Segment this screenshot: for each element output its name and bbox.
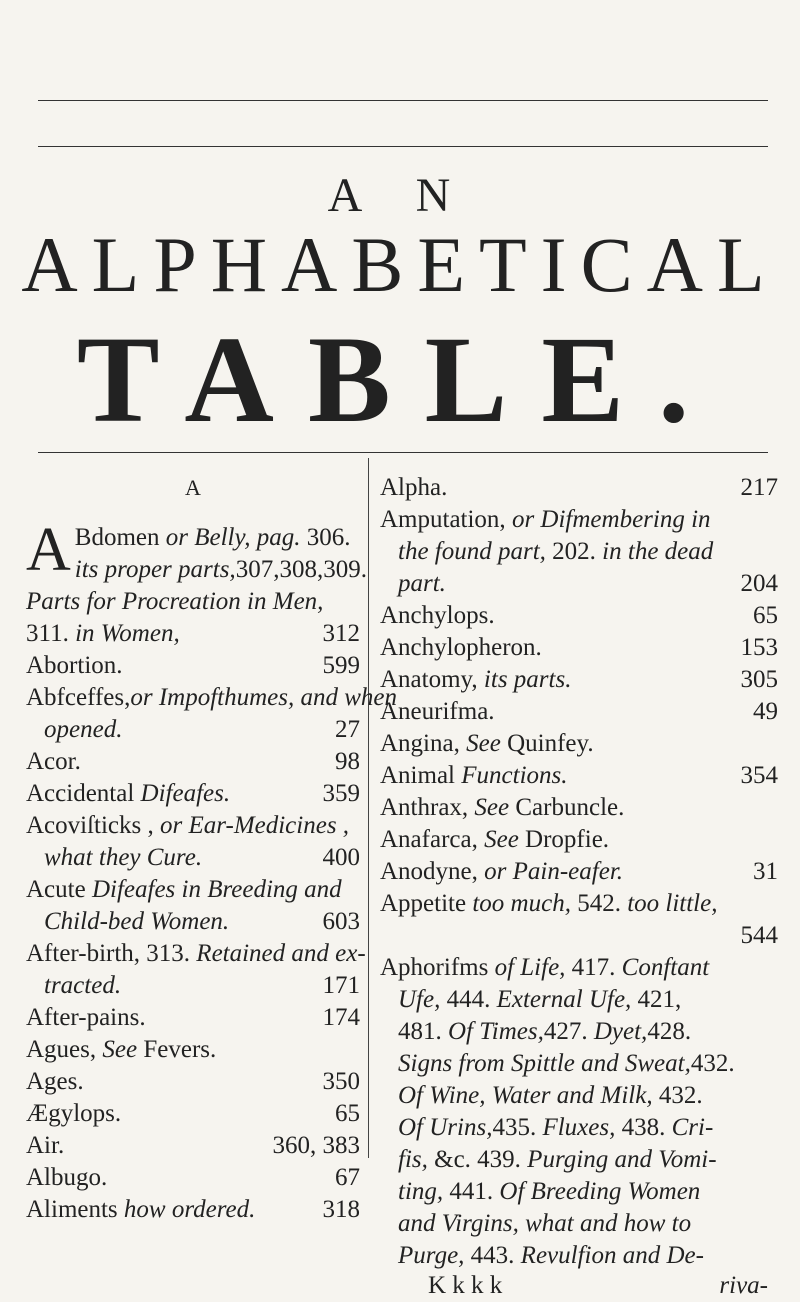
entry-line [26, 938, 366, 970]
entry-line [26, 810, 360, 842]
entry-text: Signs from Spittle and Sweat,432. [398, 1050, 735, 1077]
index-entry-afterbirth [26, 938, 366, 1002]
entry-line [380, 696, 778, 728]
index-entry-ages [26, 1066, 360, 1098]
title-alphabetical: ALPHABETICAL [21, 221, 779, 308]
entry-text: A Bdomen or Belly, pag. 306. [26, 516, 351, 584]
entry-text: After-pains. [26, 1004, 146, 1031]
page-number: 318 [322, 1196, 360, 1223]
entry-line [380, 472, 778, 504]
entry-text: Abortion. [26, 652, 123, 679]
entry-line [380, 664, 778, 696]
entry-text [380, 922, 386, 949]
entry-text: Acute Difeafes in Breeding and [26, 876, 342, 903]
catchword-line [380, 1270, 778, 1302]
section-letter: A [185, 475, 201, 500]
entry-text: Aphorifms of Life, 417. Conftant [380, 954, 710, 981]
entry-text: Anthrax, See Carbuncle. [380, 794, 625, 821]
index-entry-aphorisms [380, 952, 778, 1272]
index-entry-anchylops [380, 600, 778, 632]
index-entry-acute [26, 874, 360, 938]
entry-line [380, 984, 778, 1016]
entry-line [26, 1002, 360, 1034]
page-number: 603 [322, 908, 360, 935]
entry-line [380, 1144, 778, 1176]
page-number: 98 [335, 748, 360, 775]
entry-line [26, 874, 360, 906]
index-entry-appetite [380, 888, 778, 952]
page-number: 544 [740, 922, 778, 949]
entry-line [380, 792, 778, 824]
entry-text: Purge, 443. Revulfion and De- [398, 1242, 704, 1269]
page-number: 350 [322, 1068, 360, 1095]
index-entry-alpha [380, 472, 778, 504]
entry-line [380, 1112, 778, 1144]
index-entry-anchylopheron [380, 632, 778, 664]
entry-text: Alpha. [380, 474, 448, 501]
entry-line [26, 1098, 360, 1130]
index-entry-afterpains [26, 1002, 360, 1034]
index-entry-anthrax [380, 792, 778, 824]
entry-text: Ufe, 444. External Ufe, 421, [398, 986, 682, 1013]
page-number: 174 [322, 1004, 360, 1031]
index-entry-aliments [26, 1194, 360, 1226]
entry-text: 311. in Women, [26, 620, 180, 647]
page-number: 360, 383 [272, 1132, 360, 1159]
index-entry-abscesses [26, 682, 398, 746]
entry-line [26, 746, 360, 778]
column-divider [368, 458, 369, 1158]
index-entry-anatomy [380, 664, 778, 696]
entry-line [380, 1208, 778, 1240]
entry-text: Anodyne, or Pain-eafer. [380, 858, 624, 885]
entry-text: its proper parts,307,308,309. [74, 556, 367, 583]
entry-line [26, 970, 360, 1002]
entry-line [26, 842, 360, 874]
entry-line [380, 1016, 778, 1048]
entry-line [380, 824, 778, 856]
page-number: 305 [740, 666, 778, 693]
index-entry-albugo [26, 1162, 360, 1194]
entry-text: Anafarca, See Dropfie. [380, 826, 610, 853]
entry-text: Animal Functions. [380, 762, 568, 789]
index-entry-accidental [26, 778, 360, 810]
index-entry-acor [26, 746, 360, 778]
entry-text: Abfceffes,or Impofthumes, and when [26, 684, 398, 711]
index-entry-agues [26, 1034, 360, 1066]
entry-text: what they Cure. [44, 844, 203, 871]
entry-text: Of Urins,435. Fluxes, 438. Cri- [398, 1114, 714, 1141]
entry-line [380, 920, 778, 952]
entry-text: Amputation, or Difmembering in [380, 506, 711, 533]
entry-line [26, 554, 367, 586]
entry-text: the found part, 202. in the dead [398, 538, 714, 565]
page-number: 153 [740, 634, 778, 661]
index-entry-amputation [380, 504, 778, 600]
page-number: 171 [322, 972, 360, 999]
page-number: 49 [753, 698, 778, 725]
entry-text: Agues, See Fevers. [26, 1036, 217, 1063]
title-an: A N [327, 169, 473, 222]
entry-line [380, 952, 778, 984]
entry-text: Child-bed Women. [44, 908, 230, 935]
entry-text: opened. [44, 716, 123, 743]
entry-text: Parts for Procreation in Men, [26, 588, 324, 615]
entry-text: Air. [26, 1132, 65, 1159]
catchword: riva- [719, 1272, 768, 1299]
title-rule [38, 452, 768, 453]
page-number: 217 [740, 474, 778, 501]
entry-text: After-birth, 313. Retained and ex- [26, 940, 366, 967]
top-rule-2 [38, 146, 768, 147]
index-entry-air [26, 1130, 360, 1162]
entry-line [26, 682, 398, 714]
entry-line [380, 888, 778, 920]
entry-line [26, 1034, 360, 1066]
entry-line [380, 1080, 778, 1112]
page-number: 312 [322, 620, 360, 647]
entry-text: Accidental Difeafes. [26, 780, 231, 807]
page-number: 31 [753, 858, 778, 885]
index-entry-anodyne [380, 856, 778, 888]
entry-line [26, 1066, 360, 1098]
entry-text: 481. Of Times,427. Dyet,428. [398, 1018, 692, 1045]
page-number: 65 [753, 602, 778, 629]
entry-text: Aliments how ordered. [26, 1196, 256, 1223]
entry-line [380, 504, 778, 536]
top-rule [38, 100, 768, 101]
entry-line [380, 856, 778, 888]
entry-text: part. [398, 570, 446, 597]
entry-text: Anchylops. [380, 602, 495, 629]
page-number: 400 [322, 844, 360, 871]
index-entry-aneurisma [380, 696, 778, 728]
entry-line [380, 1240, 778, 1272]
entry-text: Anchylopheron. [380, 634, 542, 661]
entry-text: Of Wine, Water and Milk, 432. [398, 1082, 703, 1109]
page-number: 27 [335, 716, 360, 743]
page-number: 204 [740, 570, 778, 597]
entry-line [26, 650, 360, 682]
title-table: TABLE. [76, 311, 724, 448]
entry-text: Appetite too much, 542. too little, [380, 890, 718, 917]
entry-line [380, 632, 778, 664]
entry-line [380, 1176, 778, 1208]
entry-line [26, 906, 360, 938]
entry-line [26, 1130, 360, 1162]
entry-line [26, 778, 360, 810]
entry-line [380, 600, 778, 632]
entry-line [380, 1048, 778, 1080]
entry-text: Albugo. [26, 1164, 108, 1191]
entry-text: Ægylops. [26, 1100, 122, 1127]
entry-text: fis, &c. 439. Purging and Vomi- [398, 1146, 717, 1173]
index-entry-angina [380, 728, 778, 760]
entry-line [380, 760, 778, 792]
entry-text: Acor. [26, 748, 81, 775]
entry-line [26, 1162, 360, 1194]
index-entry-acovisticks [26, 810, 360, 874]
entry-line [26, 714, 360, 746]
entry-line [380, 536, 778, 568]
entry-text: Anatomy, its parts. [380, 666, 572, 693]
entry-line [26, 1194, 360, 1226]
entry-text: Acoviſticks , or Ear-Medicines , [26, 812, 350, 839]
signature-mark: K k k k [428, 1272, 503, 1299]
index-entry-animal [380, 760, 778, 792]
index-entry-anasarca [380, 824, 778, 856]
entry-text: Angina, See Quinfey. [380, 730, 594, 757]
page-number: 359 [322, 780, 360, 807]
entry-line [380, 568, 778, 600]
page-number: 67 [335, 1164, 360, 1191]
index-entry-abdomen [26, 516, 367, 650]
page-number: 354 [740, 762, 778, 789]
page-number: 65 [335, 1100, 360, 1127]
entry-text: and Virgins, what and how to [398, 1210, 692, 1237]
page-number: 599 [322, 652, 360, 679]
entry-text: Ages. [26, 1068, 84, 1095]
entry-line [26, 586, 360, 618]
entry-text: tracted. [44, 972, 122, 999]
left-column [26, 472, 398, 1226]
entry-line [380, 728, 778, 760]
right-column [380, 472, 778, 1302]
entry-line [26, 618, 360, 650]
index-entry-aegylops [26, 1098, 360, 1130]
index-entry-abortion [26, 650, 360, 682]
entry-text: ting, 441. Of Breeding Women [398, 1178, 701, 1205]
entry-text: Aneurifma. [380, 698, 495, 725]
